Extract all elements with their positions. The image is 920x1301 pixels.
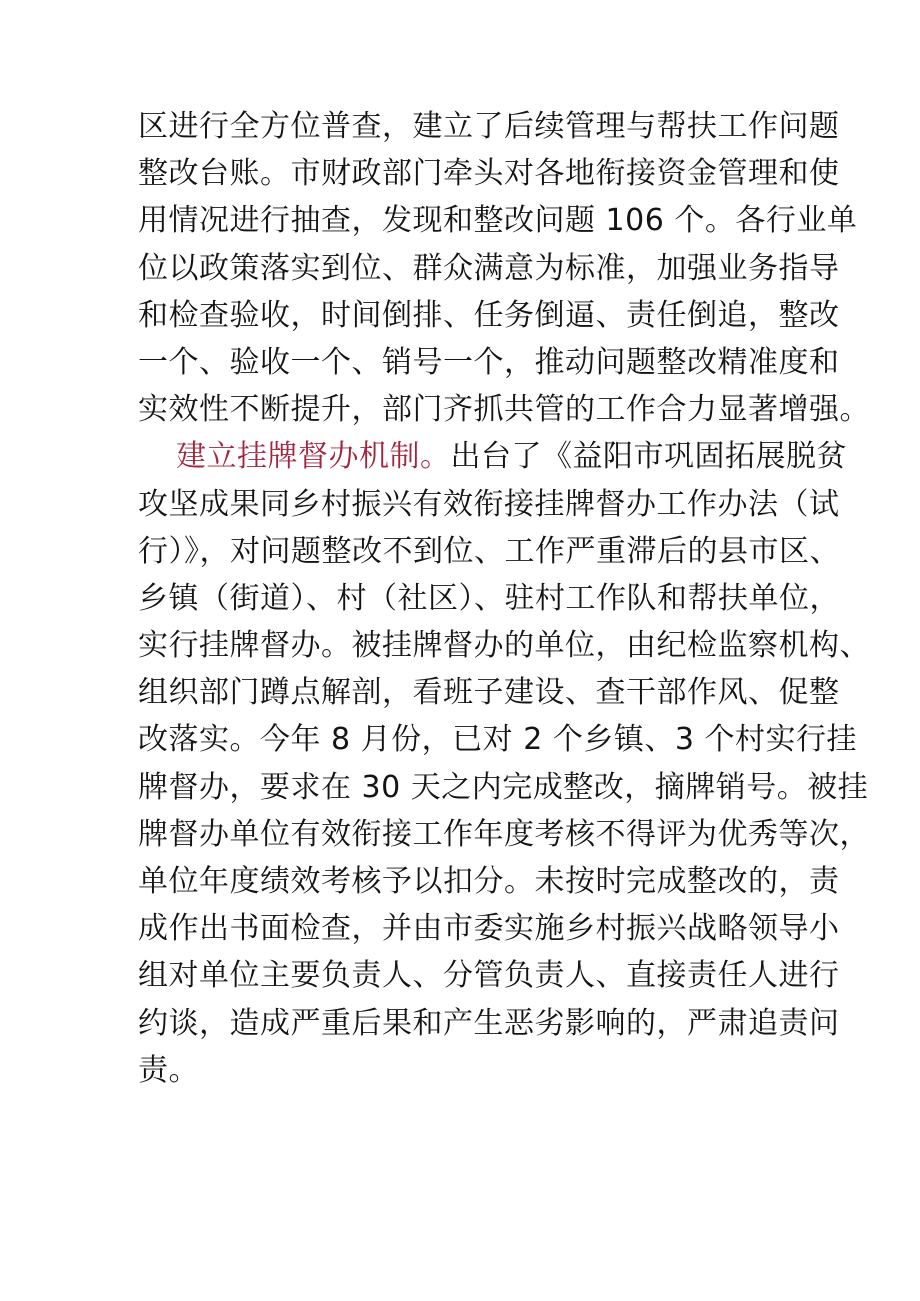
text-line: 组织部门蹲点解剖，看班子建设、查干部作风、促整 [138,675,840,711]
text-line: 一个、验收一个、销号一个，推动问题整改精准度和 [138,344,840,380]
text-line: 改落实。今年 8 月份，已对 2 个乡镇、3 个村实行挂 [138,722,857,758]
text-line: 成作出书面检查，并由市委实施乡村振兴战略领导小 [138,911,840,947]
text-line: 攻坚成果同乡村振兴有效衔接挂牌督办工作办法（试 [138,486,840,522]
text-line: 组对单位主要负责人、分管负责人、直接责任人进行 [138,958,840,994]
text-line: 行）》，对问题整改不到位、工作严重滞后的县市区、 [138,533,840,569]
body-text [138,103,870,1094]
text-line: 牌督办，要求在 30 天之内完成整改，摘牌销号。被挂 [138,769,869,805]
text-line-first [138,433,847,480]
paragraph-2 [138,433,870,1094]
section-heading: 建立挂牌督办机制。 [176,439,451,475]
text-line: 用情况进行抽查，发现和整改问题 106 个。各行业单 [138,203,858,239]
text-line: 约谈，造成严重后果和产生恶劣影响的，严肃追责问 [138,1005,840,1041]
text-line: 乡镇（街道）、村（社区）、驻村工作队和帮扶单位， [138,580,840,616]
text-line: 和检查验收，时间倒排、任务倒逼、责任倒追，整改 [138,297,840,333]
text-line: 单位年度绩效考核予以扣分。未按时完成整改的，责 [138,864,840,899]
text-line: 位以政策落实到位、群众满意为标准，加强业务指导 [138,250,840,286]
first-line-text: 出台了《益阳市巩固拓展脱贫 [450,439,847,475]
text-line: 区进行全方位普查，建立了后续管理与帮扶工作问题 [138,109,840,144]
text-line: 整改台账。市财政部门牵头对各地衔接资金管理和使 [138,156,840,192]
text-line: 责。 [138,1052,199,1088]
text-line: 牌督办单位有效衔接工作年度考核不得评为优秀等次， [138,816,870,852]
text-line: 实效性不断提升，部门齐抓共管的工作合力显著增强。 [138,392,870,428]
text-line: 实行挂牌督办。被挂牌督办的单位，由纪检监察机构、 [138,628,870,664]
paragraph-1 [138,103,870,433]
